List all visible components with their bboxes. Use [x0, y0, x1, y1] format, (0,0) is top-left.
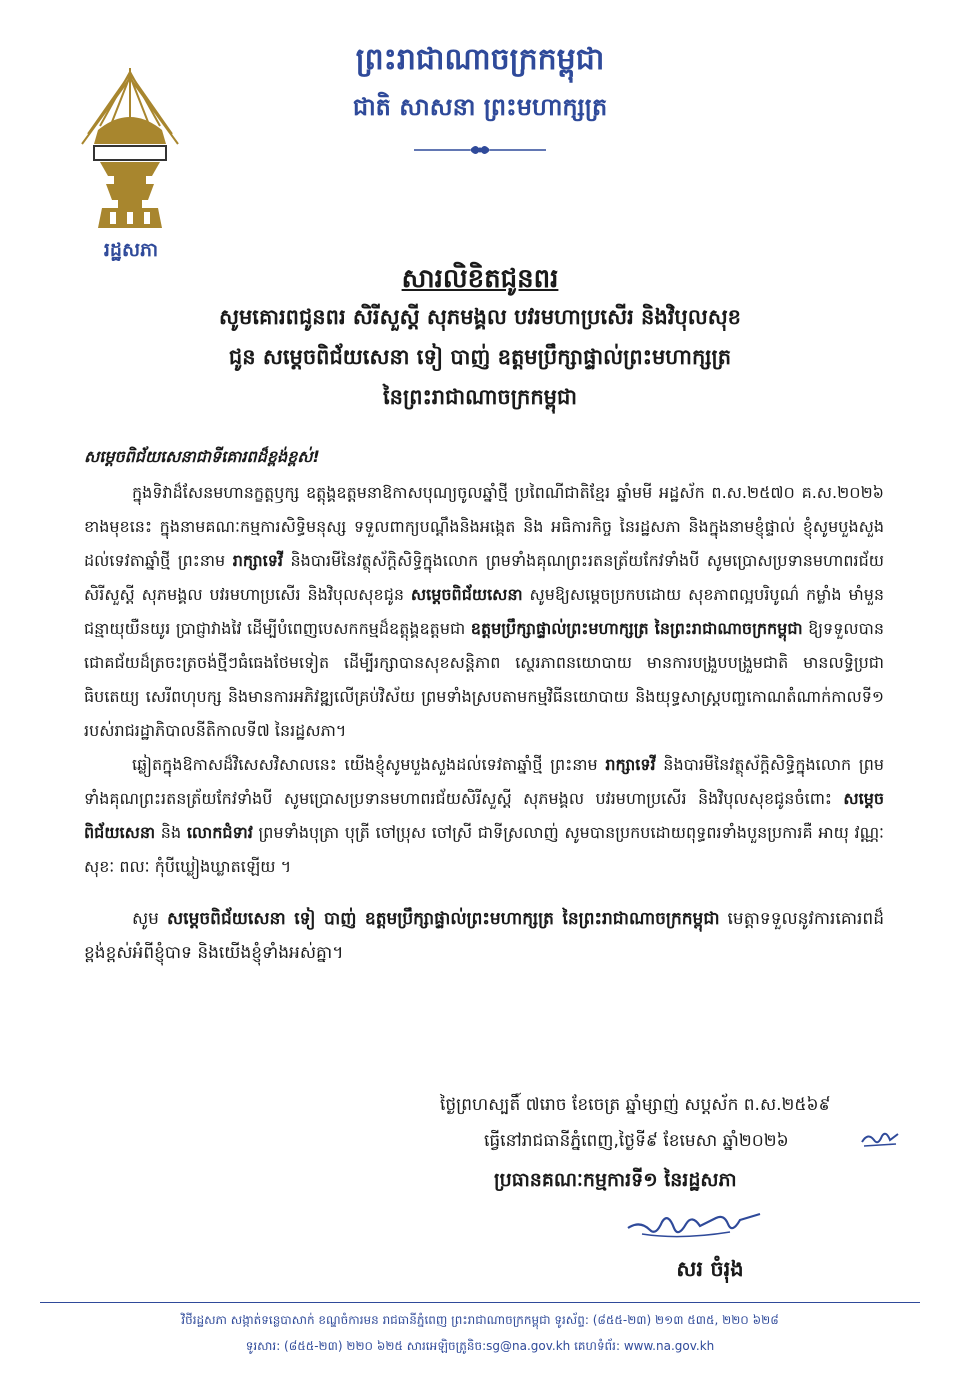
handwritten-initial-icon — [860, 1128, 900, 1150]
text-span: និង — [155, 823, 187, 842]
salutation: សម្ដេចពិជ័យសេនាជាទីគោរពដ៏ខ្ពង់ខ្ពស់! — [84, 447, 320, 466]
letter-body — [84, 440, 884, 970]
subtitle-line-1: សូមគោរពជូនពរ សិរីសួស្តី សុភមង្គល បវរមហាប្រសើរ និងវិបុលសុខ — [218, 305, 742, 329]
letter-title: សារលិខិតជូនពរ — [401, 264, 559, 294]
text-span: សូមឱ្យសម្ដេចប្រកបដោយ សុខភាពល្អបរិបូណ៌ កម្លាំង មាំមួន ជន្មាយុយឺនយូរ ប្រាជ្ញាវាងវៃ ដើម្បីបំពេញបេសកកម្មដ៏ឧត្តុង្គឧត្តមជា — [84, 585, 885, 638]
text-span: ឆ្លៀតក្នុងឱកាសដ៏វិសេសវិសាលនេះ យើងខ្ញុំសូមបួងសួងដល់ទេវតាឆ្នាំថ្មី ព្រះនាម — [132, 755, 606, 774]
signatory-title: ប្រធានគណៈកម្មការទី១ នៃរដ្ឋសភា — [494, 1169, 737, 1191]
text-span: សូម — [132, 909, 167, 929]
paragraph-1 — [84, 476, 884, 748]
text-span: និងបារមីនៃវត្ថុស័ក្តិសិទ្ធិក្នុងលោក ព្រមទាំងគុណព្រះរតនត្រ័យកែវទាំងបី សូមប្រោសប្រទានមហាពរជ័យសិរីសួស្តី សុភមង្គល បវរមហាប្រសើរ និងវិបុលសុខជូនចំពោះ — [84, 755, 884, 808]
ornament-divider-icon — [410, 140, 550, 160]
footer-address: វិថីរដ្ឋសភា សង្កាត់ទន្លេបាសាក់ ខណ្ឌចំការមន រាជធានីភ្នំពេញ ព្រះរាជាណាចក្រកម្ពុជា ទូរស័ព្ទ: (៨៥៥-២៣) ២១៣ ៥៣៥, ២២០ ៦២៨ — [181, 1313, 779, 1327]
footer-divider — [40, 1302, 920, 1303]
signatory-name: សរ ចំរុង — [676, 1257, 744, 1281]
recipient-title: សម្ដេចពិជ័យសេនា — [84, 789, 884, 842]
lunar-date: ថ្ងៃព្រហស្បតិ៍ ៧រោច ខែចេត្រ ឆ្នាំម្សាញ់ សប្តស័ក ព.ស.២៥៦៩ — [440, 1095, 831, 1115]
organization-name: រដ្ឋសភា — [103, 239, 159, 261]
subtitle-line-2: ជូន សម្ដេចពិជ័យសេនា ទៀ បាញ់ ឧត្តមប្រឹក្សាផ្ទាល់ព្រះមហាក្សត្រ — [228, 345, 732, 369]
spouse-title: លោកជំទាវ — [186, 823, 253, 842]
text-span: ព្រមទាំងបុត្រា បុត្រី ចៅប្រុស ចៅស្រី ជាទីស្រលាញ់ សូមបានប្រកបដោយពុទ្ធពរទាំងបួនប្រការគឺ អាយុ វណ្ណៈ សុខៈ ពលៈ កុំបីឃ្លៀងឃ្លាតឡើយ ។ — [84, 823, 885, 876]
footer-contact: ទូរសារ: (៨៥៥-២៣) ២២០ ៦២៥ សារអេឡិចត្រូនិច:sg@na.gov.kh គេហទំព័រ: www.na.gov.kh — [245, 1339, 715, 1353]
text-span: ឱ្យទទួលបានជោគជ័យដ៏ត្រចះត្រចង់ថ្មីៗធំធេងថែមទៀត ដើម្បីរក្សាបានសុខសន្តិភាព ស្ថេរភាពនយោបាយ មានការបង្រួបបង្រួមជាតិ មានលទ្ធិប្រជាធិបតេយ្យ សេរីពហុបក្ស និងមានការអភិវឌ្ឍលើគ្រប់វិស័យ ព្រមទាំងស្របតាមកម្មវិធីនយោបាយ និងយុទ្ធសាស្ត្របញ្ចកោណតំណាក់កាលទី១ របស់រាជរដ្ឋាភិបាលនីតិកាលទី៧ នៃរដ្ឋសភា។ — [84, 619, 884, 740]
text-span: ក្នុងទិវាដ៏សែនមហានក្ខត្តឫក្ស ឧត្តុង្គឧត្តមនាឱកាសបុណ្យចូលឆ្នាំថ្មី ប្រពៃណីជាតិខ្មែរ ឆ្នាំមមី អដ្ឋស័ក ព.ស.២៥៧០ គ.ស.២០២៦ ខាងមុខនេះ ក្នុងនាមគណៈកម្មការសិទ្ធិមនុស្ស ទទួលពាក្យបណ្តឹងនិងអង្កេត និង អធិការកិច្ច នៃរដ្ឋសភា និងក្នុងនាមខ្ញុំផ្ទាល់ ខ្ញុំសូមបួងសួងដល់ទេវតាឆ្នាំថ្មី ព្រះនាម — [84, 483, 885, 570]
paragraph-2 — [84, 748, 884, 884]
recipient-full-title: សម្ដេចពិជ័យសេនា ទៀ បាញ់ ឧត្តមប្រឹក្សាផ្ទាល់ព្រះមហាក្សត្រ នៃព្រះរាជាណាចក្រកម្ពុជា — [167, 909, 720, 929]
closing-paragraph — [84, 902, 884, 970]
recipient-title: សម្ដេចពិជ័យសេនា — [410, 585, 523, 604]
royal-crown-emblem-icon — [80, 64, 180, 234]
new-year-angel-name: រាក្សាទេវី — [232, 551, 283, 570]
national-motto: ជាតិ សាសនា ព្រះមហាក្សត្រ — [352, 93, 608, 121]
handwritten-signature-icon — [620, 1204, 770, 1248]
text-span: មេត្តាទទួលនូវការគោរពដ៏ខ្ពង់ខ្ពស់អំពីខ្ញុំបាទ និងយើងខ្ញុំទាំងអស់គ្នា។ — [84, 909, 885, 963]
text-span: និងបារមីនៃវត្ថុស័ក្តិសិទ្ធិក្នុងលោក ព្រមទាំងគុណព្រះរតនត្រ័យកែវទាំងបី សូមប្រោសប្រទានមហាពរជ័យ សិរីសួស្តី សុភមង្គល បវរមហាប្រសើរ និងវិបុលសុខជូន — [84, 551, 884, 604]
subtitle-line-3: នៃព្រះរាជាណាចក្រកម្ពុជា — [382, 385, 577, 409]
new-year-angel-name: រាក្សាទេវី — [605, 755, 656, 774]
kingdom-name: ព្រះរាជាណាចក្រកម្ពុជា — [355, 42, 605, 77]
solar-date: ធ្វើនៅរាជធានីភ្នំពេញ,ថ្ងៃទី៩ ខែមេសា ឆ្នាំ២០២៦ — [484, 1131, 789, 1151]
recipient-position: ឧត្តមប្រឹក្សាផ្ទាល់ព្រះមហាក្សត្រ នៃព្រះរាជាណាចក្រកម្ពុជា — [470, 619, 803, 638]
